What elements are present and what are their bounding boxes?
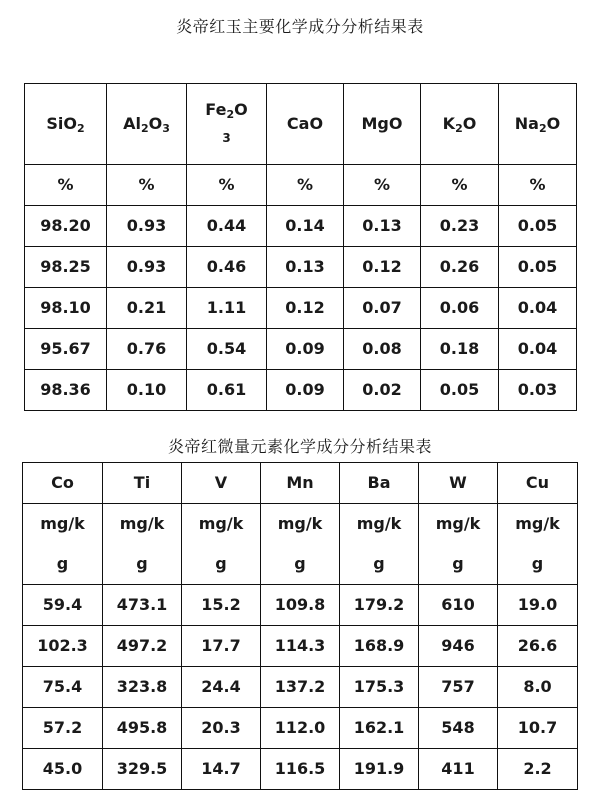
table-cell: 24.4 xyxy=(182,667,261,708)
header-ba: Ba xyxy=(340,463,419,504)
table-cell: 59.4 xyxy=(23,585,103,626)
table-cell: 0.04 xyxy=(499,288,577,329)
unit-cell: mg/k g xyxy=(498,504,578,585)
table-cell: 323.8 xyxy=(103,667,182,708)
table-cell: 0.09 xyxy=(267,329,344,370)
unit-row xyxy=(23,504,578,585)
table-cell: 15.2 xyxy=(182,585,261,626)
table-cell: 75.4 xyxy=(23,667,103,708)
table-cell: 98.20 xyxy=(25,206,107,247)
unit-cell: mg/k g xyxy=(340,504,419,585)
table-cell: 137.2 xyxy=(261,667,340,708)
header-cao: CaO xyxy=(267,84,344,165)
table-cell: 0.03 xyxy=(499,370,577,411)
table-cell: 114.3 xyxy=(261,626,340,667)
table-cell: 0.76 xyxy=(107,329,187,370)
table-cell: 497.2 xyxy=(103,626,182,667)
table-row xyxy=(23,667,578,708)
table-cell: 8.0 xyxy=(498,667,578,708)
table-row xyxy=(25,206,577,247)
table-cell: 411 xyxy=(419,749,498,790)
table-cell: 0.54 xyxy=(187,329,267,370)
header-row xyxy=(25,84,577,165)
table-cell: 57.2 xyxy=(23,708,103,749)
table-cell: 0.44 xyxy=(187,206,267,247)
header-mgo: MgO xyxy=(344,84,421,165)
unit-cell: % xyxy=(499,165,577,206)
table-cell: 19.0 xyxy=(498,585,578,626)
table-row xyxy=(23,749,578,790)
unit-cell: % xyxy=(421,165,499,206)
table-cell: 0.12 xyxy=(267,288,344,329)
table-cell: 0.93 xyxy=(107,206,187,247)
table-cell: 0.05 xyxy=(499,206,577,247)
table-row xyxy=(23,585,578,626)
table-cell: 116.5 xyxy=(261,749,340,790)
table-cell: 0.05 xyxy=(421,370,499,411)
table-cell: 17.7 xyxy=(182,626,261,667)
unit-row xyxy=(25,165,577,206)
header-fe2o3: $Fe_2O$ 3 xyxy=(187,84,267,165)
table-row xyxy=(25,370,577,411)
table-cell: 175.3 xyxy=(340,667,419,708)
table-cell: 0.08 xyxy=(344,329,421,370)
table-cell: 610 xyxy=(419,585,498,626)
unit-cell: % xyxy=(344,165,421,206)
table-cell: 95.67 xyxy=(25,329,107,370)
header-row xyxy=(23,463,578,504)
header-co: Co xyxy=(23,463,103,504)
table-cell: 2.2 xyxy=(498,749,578,790)
unit-cell: % xyxy=(25,165,107,206)
table-cell: 0.05 xyxy=(499,247,577,288)
main-composition-table-title: 炎帝红玉主要化学成分分析结果表 xyxy=(176,17,424,36)
unit-cell: mg/k g xyxy=(23,504,103,585)
header-w: W xyxy=(419,463,498,504)
table-cell: 0.06 xyxy=(421,288,499,329)
unit-cell: mg/k g xyxy=(182,504,261,585)
trace-element-table-title: 炎帝红微量元素化学成分分析结果表 xyxy=(167,437,432,456)
table-cell: 0.13 xyxy=(344,206,421,247)
table-cell: 0.07 xyxy=(344,288,421,329)
table-cell: 0.04 xyxy=(499,329,577,370)
table-cell: 548 xyxy=(419,708,498,749)
table-row xyxy=(25,247,577,288)
header-ti: Ti xyxy=(103,463,182,504)
header-al2o3: $Al_2O_3$ xyxy=(107,84,187,165)
header-v: V xyxy=(182,463,261,504)
table-cell: 168.9 xyxy=(340,626,419,667)
table-cell: 98.36 xyxy=(25,370,107,411)
table-cell: 0.14 xyxy=(267,206,344,247)
table-cell: 191.9 xyxy=(340,749,419,790)
table-cell: 473.1 xyxy=(103,585,182,626)
header-mn: Mn xyxy=(261,463,340,504)
table-cell: 0.26 xyxy=(421,247,499,288)
header-sio2: SiO$_2$ xyxy=(25,84,107,165)
table-cell: 26.6 xyxy=(498,626,578,667)
table-cell: 0.10 xyxy=(107,370,187,411)
table-cell: 109.8 xyxy=(261,585,340,626)
table-cell: 329.5 xyxy=(103,749,182,790)
table-row xyxy=(23,626,578,667)
table-cell: 20.3 xyxy=(182,708,261,749)
main-composition-table xyxy=(24,83,577,411)
table-row xyxy=(23,708,578,749)
table-cell: 0.23 xyxy=(421,206,499,247)
table-cell: 0.46 xyxy=(187,247,267,288)
table-cell: 102.3 xyxy=(23,626,103,667)
table-cell: 0.18 xyxy=(421,329,499,370)
table-cell: 0.09 xyxy=(267,370,344,411)
table-cell: 0.93 xyxy=(107,247,187,288)
table-cell: 45.0 xyxy=(23,749,103,790)
table-cell: 98.10 xyxy=(25,288,107,329)
table-cell: 0.21 xyxy=(107,288,187,329)
table-cell: 0.61 xyxy=(187,370,267,411)
table-row xyxy=(25,288,577,329)
table-cell: 757 xyxy=(419,667,498,708)
table-cell: 14.7 xyxy=(182,749,261,790)
table-cell: 98.25 xyxy=(25,247,107,288)
table-cell: 0.13 xyxy=(267,247,344,288)
unit-cell: mg/k g xyxy=(103,504,182,585)
unit-cell: % xyxy=(187,165,267,206)
table-cell: 495.8 xyxy=(103,708,182,749)
table-cell: 0.02 xyxy=(344,370,421,411)
table-cell: 10.7 xyxy=(498,708,578,749)
table-cell: 946 xyxy=(419,626,498,667)
table-cell: 179.2 xyxy=(340,585,419,626)
unit-cell: % xyxy=(107,165,187,206)
table-cell: 162.1 xyxy=(340,708,419,749)
header-cu: Cu xyxy=(498,463,578,504)
trace-element-table xyxy=(22,462,578,790)
header-k2o: $K_2O$ xyxy=(421,84,499,165)
table-cell: 0.12 xyxy=(344,247,421,288)
unit-cell: mg/k g xyxy=(419,504,498,585)
header-na2o: $Na_2O$ xyxy=(499,84,577,165)
table-cell: 1.11 xyxy=(187,288,267,329)
table-row xyxy=(25,329,577,370)
unit-cell: mg/k g xyxy=(261,504,340,585)
table-cell: 112.0 xyxy=(261,708,340,749)
unit-cell: % xyxy=(267,165,344,206)
